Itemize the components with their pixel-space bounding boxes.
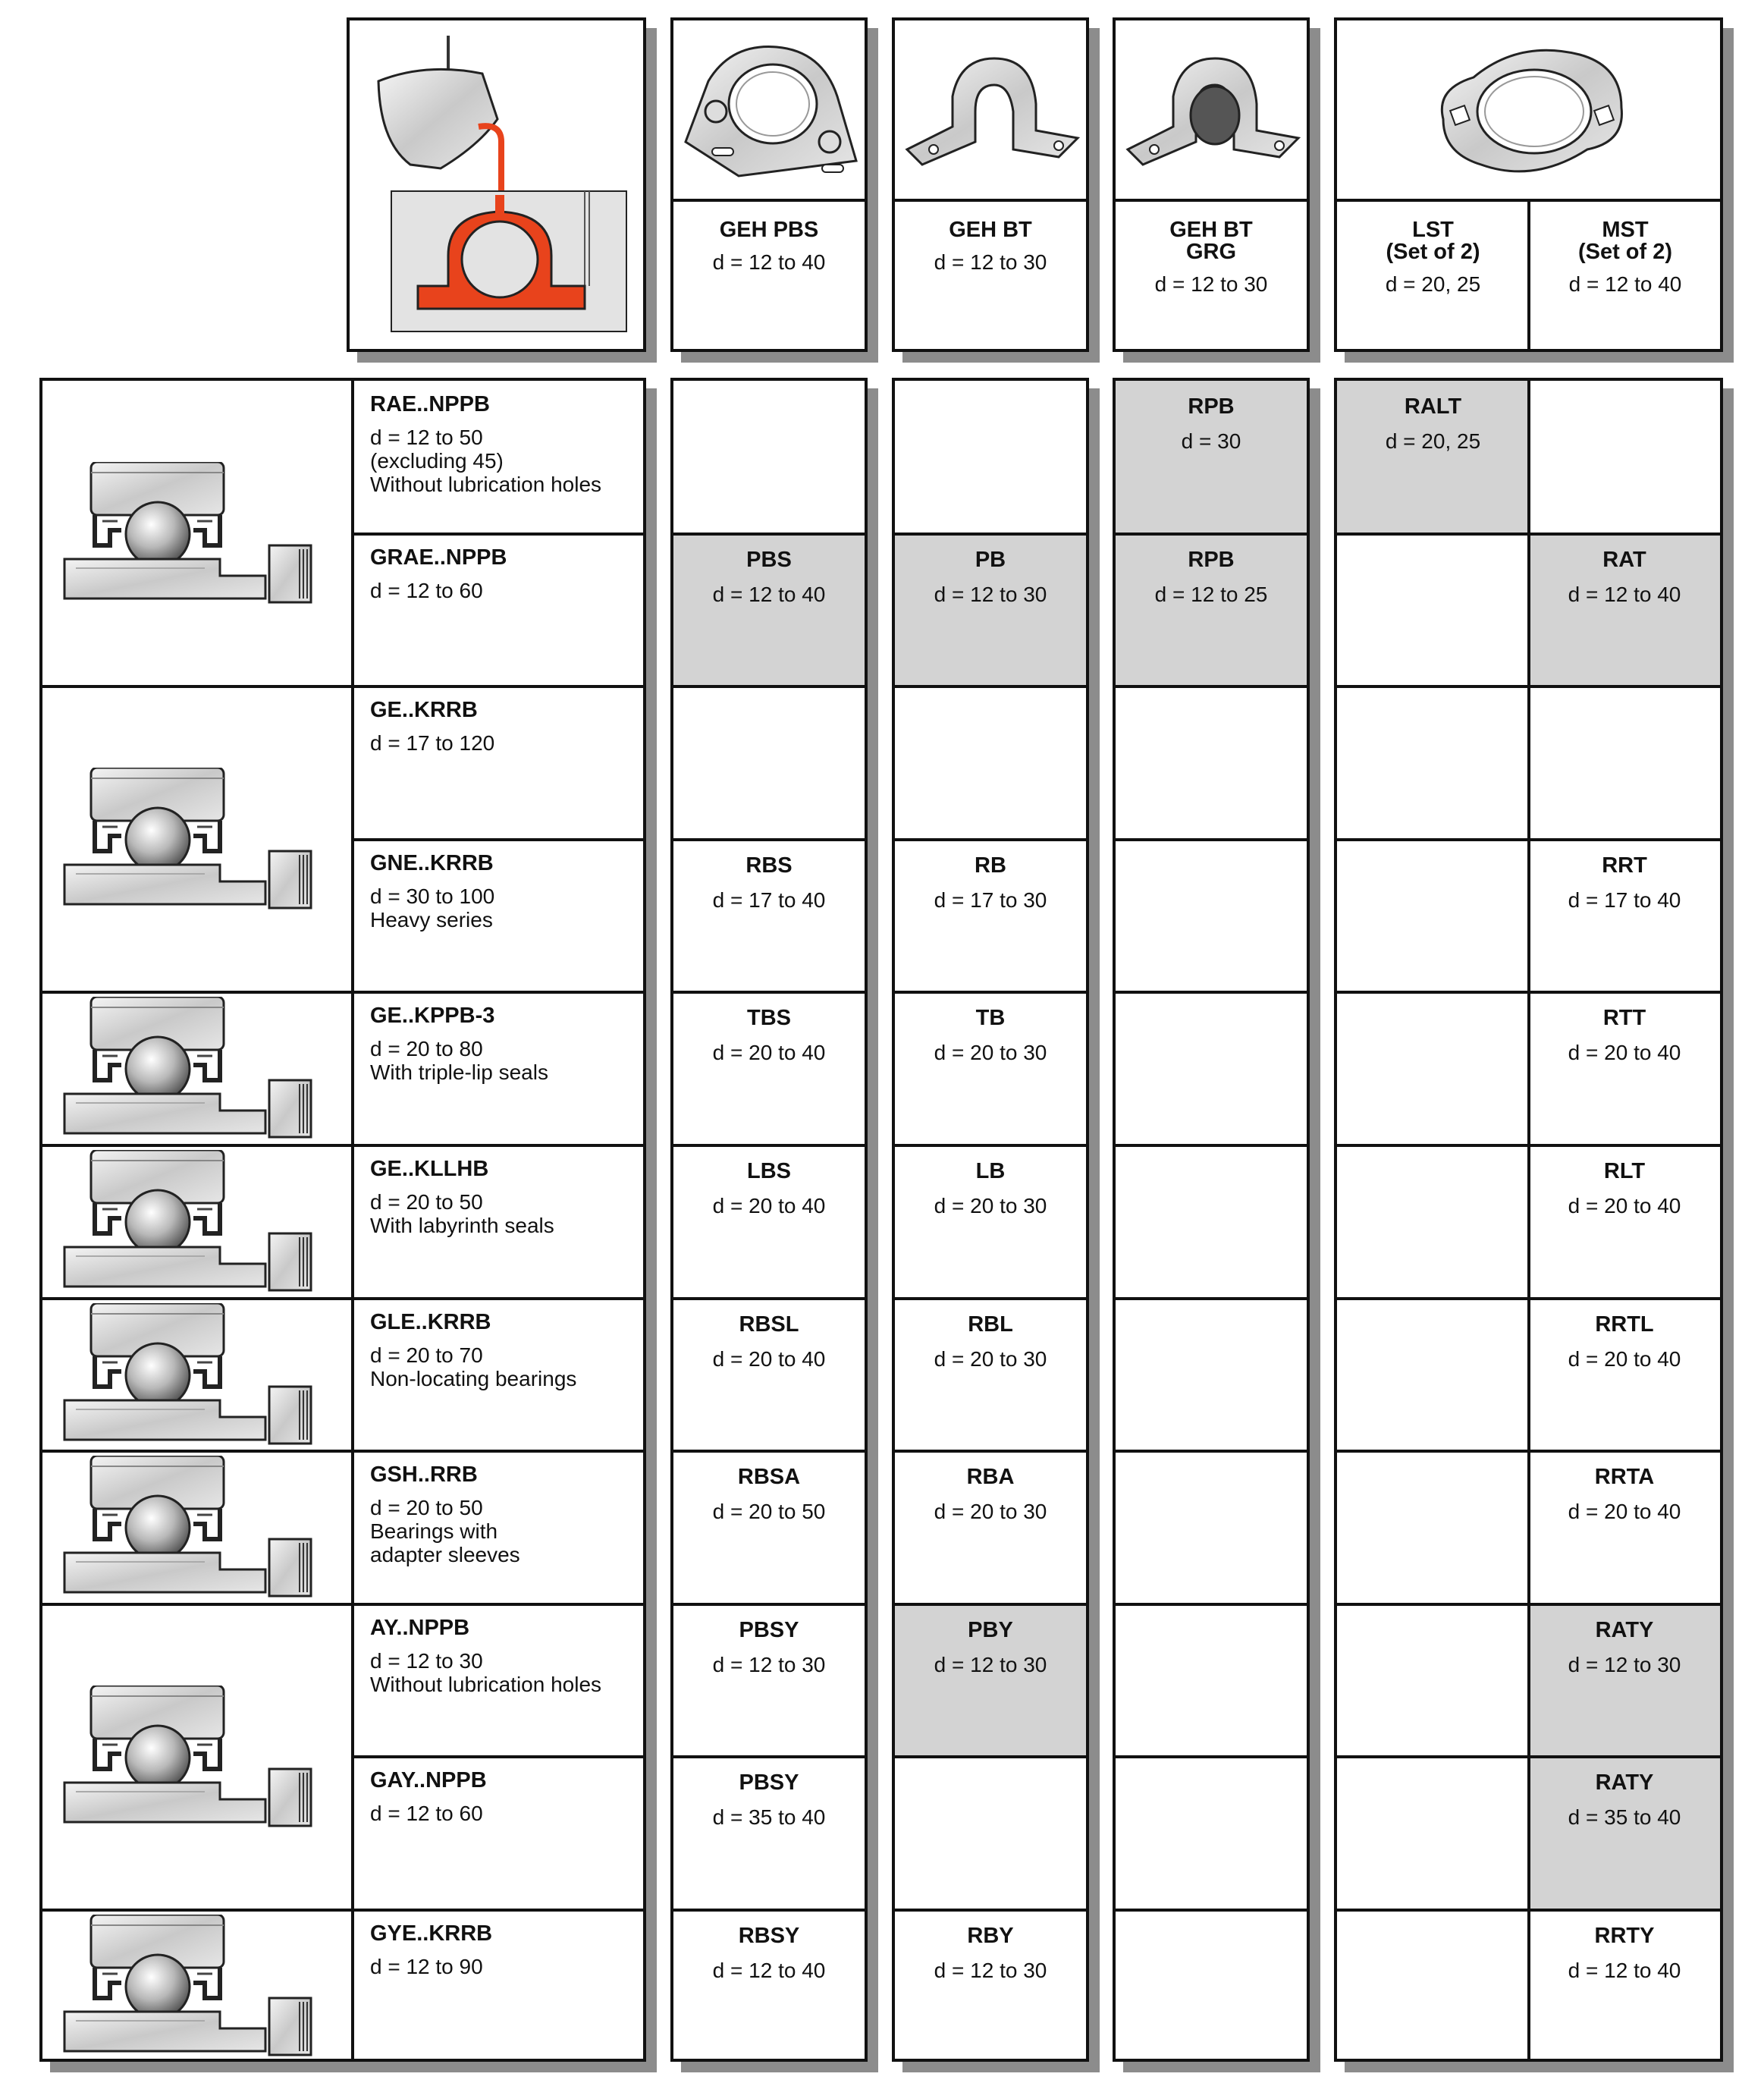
divider — [673, 1297, 865, 1300]
housing-code: PB — [975, 548, 1006, 572]
divider — [1116, 1144, 1307, 1147]
divider — [351, 533, 643, 536]
divider — [673, 838, 865, 841]
column-range: d = 12 to 30 — [934, 250, 1047, 274]
cast-pillow-block-icon — [678, 28, 860, 180]
divider — [1116, 838, 1307, 841]
housing-cell — [673, 1145, 865, 1299]
housing-cell — [895, 534, 1086, 686]
divider — [42, 1450, 643, 1453]
bearing-row — [370, 1004, 548, 1084]
housing-range: d = 12 to 25 — [1154, 583, 1268, 606]
bearing-note: adapter sleeves — [370, 1543, 520, 1566]
header-geh-pbs — [670, 17, 868, 352]
housing-cell — [1116, 1145, 1307, 1299]
housing-code: RBS — [745, 853, 793, 878]
housing-range: d = 12 to 40 — [712, 583, 826, 606]
bearing-range: d = 30 to 100 — [370, 884, 495, 908]
pressed-steel-pillow-block-icon — [899, 43, 1081, 180]
housing-cell — [895, 1910, 1086, 2063]
bearing-range: d = 20 to 50 — [370, 1190, 483, 1214]
bearing-note: Bearings with — [370, 1519, 498, 1543]
header-flange — [1334, 17, 1723, 352]
housing-cell — [1337, 1451, 1529, 1604]
divider — [673, 1603, 865, 1606]
housing-cell — [1337, 686, 1529, 840]
housing-cell — [895, 992, 1086, 1145]
bearing-row — [370, 1463, 520, 1566]
column-flange — [1334, 378, 1723, 2062]
housing-code: RATY — [1595, 1618, 1654, 1642]
bearing-range: d = 12 to 60 — [370, 579, 483, 602]
housing-cell — [895, 686, 1086, 840]
bearing-row — [370, 1616, 601, 1696]
housing-cell — [673, 1757, 865, 1910]
housing-range: d = 12 to 30 — [934, 1959, 1047, 1982]
divider — [673, 1755, 865, 1758]
divider — [895, 685, 1086, 688]
housing-code: RB — [975, 853, 1006, 878]
housing-cell — [895, 840, 1086, 992]
housing-cell — [1529, 1910, 1720, 2063]
bearing-name: RAE..NPPB — [370, 392, 490, 416]
column-title-line1: LST — [1412, 218, 1454, 242]
housing-code: RAT — [1602, 548, 1646, 572]
divider — [1116, 199, 1307, 202]
housing-range: d = 20 to 40 — [1568, 1347, 1681, 1371]
housing-code: RRTA — [1594, 1465, 1655, 1489]
divider — [42, 1297, 643, 1300]
housing-range: d = 35 to 40 — [1568, 1805, 1681, 1829]
bearing-name: GE..KRRB — [370, 698, 478, 722]
housing-range: d = 20 to 50 — [712, 1500, 826, 1523]
bearing-row — [370, 852, 494, 932]
bearing-range: d = 12 to 90 — [370, 1955, 483, 1978]
housing-range: d = 20 to 30 — [934, 1500, 1047, 1523]
housing-cell — [1116, 381, 1307, 534]
bearing-name: GE..KPPB-3 — [370, 1004, 495, 1028]
insert-bearing-section-icon — [61, 1303, 322, 1447]
bearing-range: d = 20 to 80 — [370, 1037, 483, 1060]
divider — [1116, 533, 1307, 536]
bearing-note: Non-locating bearings — [370, 1367, 577, 1390]
column-title-line1: MST — [1602, 218, 1649, 242]
housing-range: d = 17 to 30 — [934, 888, 1047, 912]
housing-code: PBSY — [739, 1770, 799, 1795]
divider — [42, 685, 643, 688]
column-title: GEH BT — [949, 218, 1032, 242]
housing-code: RATY — [1595, 1770, 1654, 1795]
housing-code: PBS — [746, 548, 792, 572]
housing-cell — [895, 1757, 1086, 1910]
insert-bearing-section-icon — [61, 1150, 322, 1294]
column-title-line2: (Set of 2) — [1577, 240, 1673, 264]
bearing-range: d = 12 to 50 — [370, 426, 483, 449]
divider — [673, 685, 865, 688]
housing-range: d = 35 to 40 — [712, 1805, 826, 1829]
housing-cell — [1116, 1910, 1307, 2063]
divider — [1116, 1297, 1307, 1300]
bearing-note: With triple-lip seals — [370, 1060, 548, 1084]
column-title-line1: GEH BT — [1169, 218, 1253, 242]
divider — [1116, 1450, 1307, 1453]
housing-code: RRTL — [1595, 1312, 1654, 1337]
bearing-range: d = 17 to 120 — [370, 731, 495, 755]
column-geh-pbs — [670, 378, 868, 2062]
housing-code: PBSY — [739, 1618, 799, 1642]
bearing-range: d = 20 to 50 — [370, 1496, 483, 1519]
bearing-row — [370, 1769, 487, 1825]
bearing-column — [39, 378, 646, 2062]
bearing-name: AY..NPPB — [370, 1616, 470, 1640]
divider — [673, 991, 865, 994]
bearing-row — [370, 546, 507, 602]
housing-range: d = 20 to 40 — [1568, 1500, 1681, 1523]
column-title-line2: GRG — [1185, 240, 1237, 264]
housing-range: d = 20 to 40 — [712, 1347, 826, 1371]
housing-cell — [1337, 381, 1529, 534]
housing-cell — [1116, 1757, 1307, 1910]
housing-cell — [1337, 1604, 1529, 1757]
housing-cell — [1529, 1145, 1720, 1299]
column-range: d = 20, 25 — [1385, 272, 1481, 296]
bearing-note: With labyrinth seals — [370, 1214, 554, 1237]
divider — [1116, 1755, 1307, 1758]
insert-bearing-section-icon — [61, 462, 322, 606]
housing-cell — [1529, 840, 1720, 992]
housing-code: RTT — [1602, 1006, 1646, 1030]
housing-code: RBSL — [739, 1312, 799, 1337]
housing-code: RPB — [1188, 394, 1235, 419]
housing-code: RBA — [966, 1465, 1015, 1489]
housing-cell — [1529, 1451, 1720, 1604]
housing-range: d = 20 to 40 — [1568, 1041, 1681, 1064]
housing-cell — [1529, 686, 1720, 840]
housing-code: RLT — [1603, 1159, 1646, 1183]
bearing-note: (excluding 45) — [370, 449, 504, 473]
housing-code: RBL — [968, 1312, 1013, 1337]
housing-range: d = 12 to 30 — [934, 583, 1047, 606]
bearing-row — [370, 1922, 492, 1978]
housing-range: d = 20 to 30 — [934, 1041, 1047, 1064]
bearing-note: Heavy series — [370, 908, 493, 932]
housing-code: PBY — [968, 1618, 1013, 1642]
housing-cell — [895, 1299, 1086, 1451]
divider — [1527, 381, 1530, 2059]
divider — [673, 533, 865, 536]
divider — [42, 1909, 643, 1912]
header-cell — [895, 219, 1086, 275]
housing-code: RBSA — [737, 1465, 801, 1489]
header-geh-bt-grg — [1113, 17, 1310, 352]
divider — [351, 838, 643, 841]
housing-cell — [1529, 381, 1720, 534]
column-range: d = 12 to 30 — [1154, 272, 1268, 296]
housing-range: d = 20 to 40 — [712, 1041, 826, 1064]
bearing-name: GYE..KRRB — [370, 1921, 493, 1946]
housing-cell — [673, 992, 865, 1145]
divider — [895, 533, 1086, 536]
bearing-name: GLE..KRRB — [370, 1310, 491, 1334]
bearing-note: Without lubrication holes — [370, 1673, 602, 1696]
housing-range: d = 17 to 40 — [1568, 888, 1681, 912]
housing-code: LB — [975, 1159, 1006, 1183]
housing-cell — [673, 534, 865, 686]
housing-code: RPB — [1188, 548, 1235, 572]
divider — [895, 1144, 1086, 1147]
housing-cell — [1337, 1757, 1529, 1910]
divider — [673, 1909, 865, 1912]
housing-cell — [1337, 1910, 1529, 2063]
process-box — [347, 17, 646, 352]
two-bolt-flange-icon — [1428, 36, 1633, 187]
insert-bearing-section-icon — [61, 1686, 322, 1830]
divider — [1116, 991, 1307, 994]
housing-cell — [1116, 534, 1307, 686]
housing-cell — [673, 1299, 865, 1451]
casting-process-icon — [365, 36, 629, 339]
housing-cell — [1529, 1757, 1720, 1910]
housing-cell — [673, 1910, 865, 2063]
housing-code: LBS — [747, 1159, 791, 1183]
header-cell — [1116, 219, 1307, 297]
housing-cell — [1116, 992, 1307, 1145]
divider — [351, 381, 354, 2059]
column-geh-bt-grg — [1113, 378, 1310, 2062]
housing-cell — [673, 381, 865, 534]
divider — [895, 199, 1086, 202]
housing-code: TBS — [747, 1006, 791, 1030]
divider — [895, 1603, 1086, 1606]
divider — [1116, 1603, 1307, 1606]
column-geh-bt — [892, 378, 1089, 2062]
bearing-row — [370, 1311, 576, 1390]
divider — [895, 1755, 1086, 1758]
housing-cell — [1116, 686, 1307, 840]
housing-code: RBY — [967, 1924, 1014, 1948]
housing-code: TB — [975, 1006, 1006, 1030]
housing-cell — [1337, 1299, 1529, 1451]
housing-code: RBSY — [738, 1924, 800, 1948]
housing-range: d = 30 — [1181, 429, 1241, 453]
column-range: d = 12 to 40 — [712, 250, 826, 274]
housing-cell — [1337, 840, 1529, 992]
divider — [673, 1450, 865, 1453]
divider — [42, 1603, 643, 1606]
housing-range: d = 12 to 40 — [1568, 1959, 1681, 1982]
header-cell-lst — [1337, 219, 1529, 297]
housing-range: d = 17 to 40 — [712, 888, 826, 912]
housing-range: d = 20, 25 — [1385, 429, 1481, 453]
housing-range: d = 12 to 40 — [1568, 583, 1681, 606]
housing-range: d = 12 to 40 — [712, 1959, 826, 1982]
housing-range: d = 20 to 40 — [712, 1194, 826, 1217]
housing-cell — [673, 840, 865, 992]
insert-bearing-section-icon — [61, 768, 322, 912]
housing-range: d = 20 to 30 — [934, 1347, 1047, 1371]
housing-cell — [895, 1604, 1086, 1757]
bearing-name: GRAE..NPPB — [370, 545, 507, 570]
bearing-range: d = 12 to 30 — [370, 1649, 483, 1673]
housing-range: d = 12 to 30 — [1568, 1653, 1681, 1676]
insert-bearing-section-icon — [61, 1456, 322, 1600]
bearing-name: GE..KLLHB — [370, 1157, 489, 1181]
housing-cell — [1529, 1299, 1720, 1451]
housing-cell — [895, 1451, 1086, 1604]
bearing-row — [370, 699, 494, 755]
column-title: GEH PBS — [719, 218, 819, 242]
housing-range: d = 20 to 30 — [934, 1194, 1047, 1217]
housing-code: RRTY — [1594, 1924, 1655, 1948]
divider — [895, 1909, 1086, 1912]
column-title-line2: (Set of 2) — [1386, 240, 1480, 264]
bearing-range: d = 12 to 60 — [370, 1802, 483, 1825]
bearing-name: GNE..KRRB — [370, 851, 494, 875]
housing-cell — [1116, 1451, 1307, 1604]
bearing-note: Without lubrication holes — [370, 473, 602, 496]
housing-cell — [1529, 534, 1720, 686]
divider — [1116, 685, 1307, 688]
housing-cell — [1116, 840, 1307, 992]
housing-cell — [1529, 992, 1720, 1145]
housing-code: RALT — [1404, 394, 1462, 419]
housing-range: d = 20 to 40 — [1568, 1194, 1681, 1217]
housing-cell — [895, 1145, 1086, 1299]
header-cell-mst — [1530, 219, 1720, 297]
header-geh-bt — [892, 17, 1089, 352]
housing-cell — [673, 1604, 865, 1757]
pressed-steel-pillow-block-grease-icon — [1120, 43, 1302, 180]
divider — [42, 991, 643, 994]
divider — [895, 991, 1086, 994]
bearing-name: GSH..RRB — [370, 1462, 478, 1487]
divider — [1116, 1909, 1307, 1912]
divider — [351, 1755, 643, 1758]
divider — [673, 1144, 865, 1147]
housing-code: RRT — [1602, 853, 1647, 878]
divider — [895, 1297, 1086, 1300]
bearing-row — [370, 1158, 554, 1237]
housing-range: d = 12 to 30 — [712, 1653, 826, 1676]
housing-cell — [1337, 992, 1529, 1145]
bearing-row — [370, 393, 601, 496]
housing-cell — [673, 1451, 865, 1604]
divider — [673, 199, 865, 202]
header-cell — [673, 219, 865, 275]
housing-cell — [1337, 1145, 1529, 1299]
housing-cell — [673, 686, 865, 840]
bearing-name: GAY..NPPB — [370, 1768, 487, 1792]
housing-cell — [1116, 1299, 1307, 1451]
housing-cell — [1337, 534, 1529, 686]
housing-cell — [1529, 1604, 1720, 1757]
divider — [895, 1450, 1086, 1453]
housing-cell — [895, 381, 1086, 534]
housing-range: d = 12 to 30 — [934, 1653, 1047, 1676]
divider — [42, 1144, 643, 1147]
divider — [895, 838, 1086, 841]
housing-cell — [1116, 1604, 1307, 1757]
column-range: d = 12 to 40 — [1568, 272, 1682, 296]
bearing-range: d = 20 to 70 — [370, 1343, 483, 1367]
insert-bearing-section-icon — [61, 997, 322, 1141]
insert-bearing-section-icon — [61, 1915, 322, 2059]
